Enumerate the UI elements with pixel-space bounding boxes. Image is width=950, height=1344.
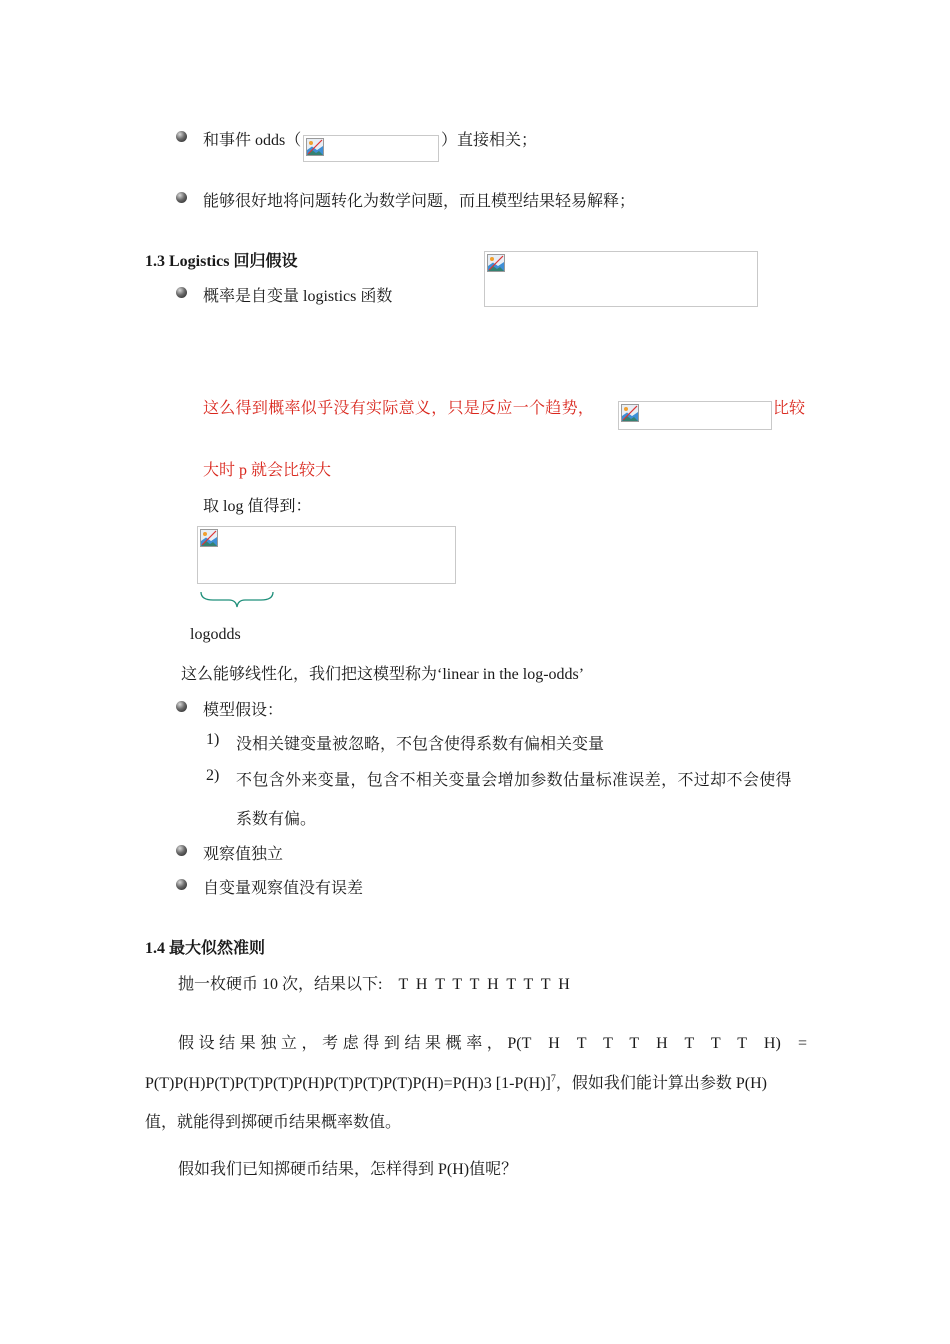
- bullet-no-measurement-error: 自变量观察值没有误差: [203, 880, 364, 897]
- bullet-icon: [176, 845, 187, 856]
- bullet-icon: [176, 879, 187, 890]
- broken-image-icon: [306, 138, 324, 156]
- log-odds-formula-image: [197, 526, 456, 584]
- linear-log-odds-text: 这么能够线性化，我们把这模型称为‘linear in the log-odds’: [181, 666, 585, 683]
- likelihood-para-line3: 值，就能得到掷硬币结果概率数值。: [145, 1114, 402, 1131]
- take-log-text: 取 log 值得到：: [203, 498, 312, 515]
- bullet-independent-observations: 观察值独立: [203, 846, 284, 863]
- odds-formula-image: [303, 135, 439, 162]
- bullet-icon: [176, 131, 187, 142]
- likelihood-para-tail: ，假如我们能计算出参数 P(H): [555, 1075, 767, 1092]
- question-text: 假如我们已知掷硬币结果，怎样得到 P(H)值呢？: [178, 1161, 518, 1178]
- bullet-probability: 概率是自变量 logistics 函数: [203, 288, 393, 305]
- logodds-label: logodds: [190, 626, 241, 643]
- bullet-icon: [176, 287, 187, 298]
- broken-image-icon: [487, 254, 505, 272]
- bullet-icon: [176, 192, 187, 203]
- broken-image-icon: [200, 529, 218, 547]
- bullet-odds: [203, 127, 301, 150]
- bullet-odds-post: ）直接相关；: [441, 132, 538, 149]
- item-2-text-line2: 系数有偏。: [236, 811, 317, 828]
- logistic-function-image: [484, 251, 758, 307]
- likelihood-product: P(T)P(H)P(T)P(T)P(T)P(H)P(T)P(T)P(T)P(H)=P(H)3 [1-P(H)]: [145, 1075, 551, 1092]
- bullet-model-assumptions: 模型假设：: [203, 702, 284, 719]
- item-1-text: 没相关键变量被忽略，不包含使得系数有偏相关变量: [236, 736, 605, 753]
- item-1-number: 1): [206, 731, 220, 748]
- red-note-line1: 这么得到概率似乎没有实际意义，只是反应一个趋势，: [203, 400, 595, 417]
- bullet-odds-pre: 和事件 odds（: [203, 132, 302, 149]
- red-note-line1-end: 比较: [773, 400, 806, 417]
- coin-toss-text: 抛一枚硬币 10 次，结果以下: T H T T T H T T T H: [178, 976, 570, 993]
- brace-icon: [199, 589, 275, 609]
- odds-inline-image: [618, 401, 772, 430]
- broken-image-icon: [621, 404, 639, 422]
- exponent: 7: [550, 1073, 556, 1085]
- likelihood-para-line2: [145, 1070, 767, 1093]
- item-2-number: 2): [206, 767, 220, 784]
- red-note-line2: 大时 p 就会比较大: [203, 462, 332, 479]
- likelihood-para-line1: 假设结果独立，考虑得到结果概率，P(T H T T T H T T T H) =: [178, 1035, 807, 1052]
- section-heading-1-3: 1.3 Logistics 回归假设: [145, 253, 298, 270]
- bullet-icon: [176, 701, 187, 712]
- bullet-math: 能够很好地将问题转化为数学问题，而且模型结果轻易解释；: [203, 193, 636, 210]
- section-heading-1-4: 1.4 最大似然准则: [145, 940, 266, 957]
- item-2-text-line1: 不包含外来变量，包含不相关变量会增加参数估量标准误差，不过却不会使得: [236, 772, 792, 789]
